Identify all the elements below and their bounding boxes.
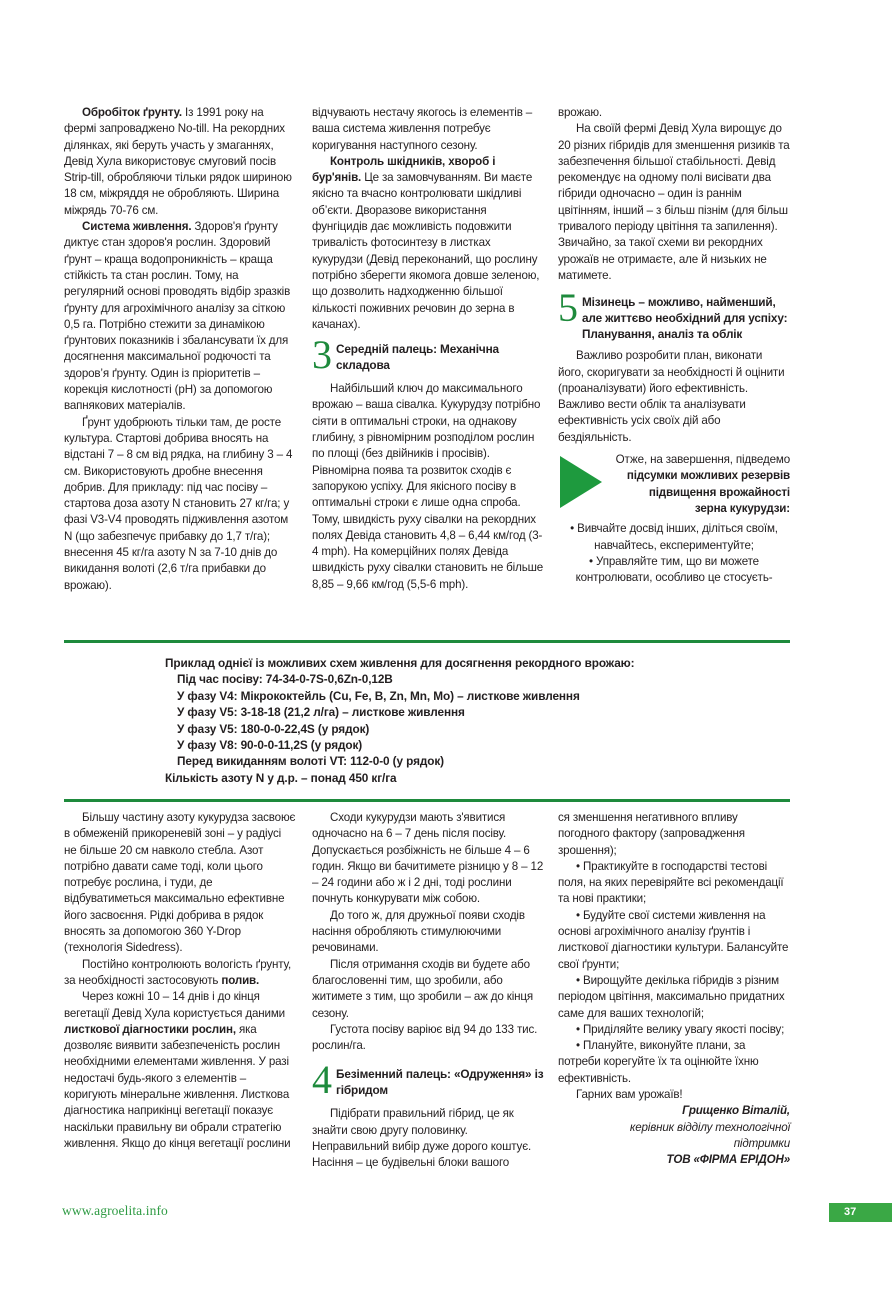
text: Через кожні 10 – 14 днів і до кінця вегетації Девід Хула користується даними xyxy=(64,990,285,1020)
bold-text: листкової діагностики рослин, xyxy=(64,1022,236,1036)
bullet-item: • Приділяйте велику увагу якості посіву; xyxy=(576,1022,785,1036)
section-number: 5 xyxy=(558,285,578,331)
heading-soil-tillage: Обробіток ґрунту. xyxy=(82,106,182,119)
top-column-1 xyxy=(64,105,296,594)
paragraph-planning: Важливо розробити план, виконати його, скоригувати за необхідності й оцінити (проаналізувати) його ефективність. Важливо вести облік та аналізувати ефективність усіх своїх дій або бездіяльність. xyxy=(558,349,785,444)
paragraph-nitrogen: Більшу частину азоту кукурудза засвоює в обмеженій прикореневій зоні – у радіусі не більше 20 см навколо стебла. Азот потрібно давати саме тоді, коли цього потребує рослина, і туди, де відбуватиметься максимально ефективне його засвоєння. Рідкі добрива в рядок вносять за допомогою 360 Y-Drop (технологія Sidedress). xyxy=(64,811,296,955)
section-3-heading xyxy=(312,332,544,378)
author-firm: ТОВ «ФІРМА ЕРІДОН» xyxy=(666,1153,790,1167)
bullet-item: • Управляйте тим, що ви можете контролювати, особливо це стосуєть- xyxy=(575,554,773,585)
box-item: У фазу V8: 90-0-0-11,2S (у рядок) xyxy=(177,738,363,753)
heading-pest-control: Контроль шкідників, хвороб і бур'янів. xyxy=(312,154,496,185)
divider-bottom xyxy=(64,799,790,802)
box-item: Під час посіву: 74-34-0-7S-0,6Zn-0,12B xyxy=(177,672,393,687)
bottom-column-1 xyxy=(64,810,296,1152)
website-link[interactable]: www.agroelita.info xyxy=(62,1203,168,1218)
paragraph-density: Густота посіву варіює від 94 до 133 тис. рослин/га. xyxy=(312,1022,538,1053)
play-arrow-icon xyxy=(560,456,602,508)
author-role: підтримки xyxy=(733,1136,790,1150)
box-total: Кількість азоту N у д.р. – понад 450 кг/га xyxy=(165,770,397,785)
paragraph-after-emergence: Після отримання сходів ви будете або благословенні тим, що зробили, або житимете з тим, що зробили – аж до кінця сезону. xyxy=(312,957,534,1020)
box-item: Перед викиданням волоті VT: 112-0-0 (у рядок) xyxy=(177,754,445,769)
page-number-badge: 37 xyxy=(829,1203,892,1222)
paragraph-planter: Найбільший ключ до максимального врожаю – ваша сівалка. Кукурудзу потрібно сіяти в оптимальні строки, на однакову глибину, з рівномірним розподілом рослин по площі (без двійників і просівів). Рівномірна поява та розвиток сходів є запорукою успіху. Для якісного посіву в оптимальні строки є лише одна спроба. Тому, швидкість руху сівалки на рекордних полях Девіда становить 4,8 – 6,44 км/год (3-4 mph). На комерційних полях Девіда швидкість руху сівалки становить не більше 8,85 – 9,66 км/год (5,5-6 mph). xyxy=(312,382,544,591)
text: Це за замовчуванням. Ви маєте якісно та вчасно контролювати шкідливі об’єкти. Дворазове використання фунгіцидів дає можливість подовжити тривалість фотосинтезу в листках кукурудзи (Девід переконаний, що рослину потрібно зберегти якомога довше зеленою, що дозволить надходженню більшої кількості поживних речовин до зерна в качанах). xyxy=(312,171,540,331)
divider-top xyxy=(64,640,790,643)
section-title: Середній палець: Механічна складова xyxy=(336,342,499,373)
paragraph-pest-control xyxy=(312,154,544,333)
closing-line: Гарних вам урожаїв! xyxy=(576,1088,683,1102)
section-title: Мізинець – можливо, найменший, але життєво необхідний для успіху: Планування, аналіз та облік xyxy=(582,295,788,342)
paragraph-fertilizing: Ґрунт удобрюють тільки там, де росте культура. Стартові добрива вносять на відстані 7 – 8 см від рядка, на глибину 3 – 4 см. Використовують дробне внесення добрив. Для прикладу: під час посіву – стартова доза азоту N становить 27 кг/га; у фазі V3-V4 проводять підживлення азотом N (що забезпечує прибавку до 1,7 т/га); внесення 45 кг/га азоту N за 7-10 днів до викидання волоті (2,6 т/га прибавки до врожаю). xyxy=(64,415,293,592)
bullet-item: • Плануйте, виконуйте плани, за потреби корегуйте їх та оцінюйте їхню ефективність. xyxy=(558,1039,759,1085)
text: Із 1991 року на фермі запроваджено No-till. На рекордних ділянках, які беруть участь у змаганнях, Девід Хула використовує смуговий посів Strip-till, обробляючи тільки рядок шириною 18 см, міжряддя не обробляють. Ширина міжрядь 70-76 см. xyxy=(64,106,292,217)
bullet-item: • Вирощуйте декілька гібридів з різним періодом цвітіння, максимально придатних саме для ваших технологій; xyxy=(558,973,785,1020)
bottom-column-2 xyxy=(312,810,544,1172)
summary-bold: підсумки можливих резервів підвищення врожайності зерна кукурудзи: xyxy=(626,469,790,515)
section-5-heading xyxy=(558,285,790,342)
heading-nutrition-system: Система живлення. xyxy=(82,220,192,234)
box-title: Приклад однієї із можливих схем живлення для досягнення рекордного врожаю: xyxy=(165,656,635,670)
bottom-column-3 xyxy=(558,810,790,1169)
author-name: Грищенко Віталій, xyxy=(682,1104,790,1118)
paragraph-continuation: врожаю. xyxy=(558,106,602,119)
paragraph-stimulants: До того ж, для дружньої появи сходів насіння обробляють стимулюючими речовинами. xyxy=(312,908,525,955)
summary-text: Отже, на завершення, підведемо xyxy=(615,453,790,467)
top-column-2 xyxy=(312,105,544,593)
paragraph-nutrition-system xyxy=(64,219,296,415)
author-role: керівник відділу технологічної xyxy=(629,1120,790,1134)
box-item: У фазу V4: Мікрококтейль (Cu, Fe, B, Zn, Mn, Mo) – листкове живлення xyxy=(177,688,580,703)
section-4-heading xyxy=(312,1057,544,1103)
text: яка дозволяє виявити забезпеченість рослин необхідними елементами живлення. У разі недостачі будь-якого з елементів – коригують мінеральне живлення. Листкова діагностика наприкінці вегетації показує наскільки правильну ви обрали стратегію живлення. Якщо до кінця вегетації рослини xyxy=(64,1022,291,1150)
paragraph-continuation: ся зменшення негативного впливу погодного фактору (запровадження зрошення); xyxy=(558,811,745,857)
section-number: 3 xyxy=(312,332,332,378)
summary-block xyxy=(558,452,790,517)
paragraph-hybrids: На своїй фермі Девід Хула вирощує до 20 різних гібридів для зменшення ризиків та забезпечення більшої стабільності. Девід рекомендує на одному полі висівати два гібриди одночасно – один із раннім цвітінням, інший – з більш пізнім (для більш тривалого періоду цвітіння та запилення). Звичайно, за такої схеми ви рекордних урожаїв не отримаєте, але й низьких не матимете. xyxy=(558,122,790,282)
bullet-item: • Вивчайте досвід інших, діліться своїм, навчайтесь, експериментуйте; xyxy=(570,522,778,552)
box-item: У фазу V5: 180-0-0-22,4S (у рядок) xyxy=(177,721,370,736)
text: Здоров'я ґрунту диктує стан здоров'я рослин. Здоровий ґрунт – краща водопроникність – краща стійкість та стан рослин. Тому, на регулярний основі проводять відбір зразків ґрунту для агрохімічного аналізу за сіткою 0,5 га. Потрібно стежити за динамікою ґрунтових показників і збалансувати їх для досягнення максимальної родючості та здоров’я ґрунту. Один із пріоритетів – корекція кислотності (pH) за допомогою вапнякових матеріалів. xyxy=(64,220,291,413)
paragraph-emergence: Сходи кукурудзи мають з'явитися одночасно на 6 – 7 день після посіву. Допускається розбіжність не більше 4 – 6 годин. Якщо ви бачитимете різницю у 8 – 12 – 24 години або ж і 2 дні, тоді рослини почнуть конкурувати між собою. xyxy=(312,811,544,906)
bullet-item: • Практикуйте в господарстві тестові поля, на яких перевіряйте всі рекомендації та нові практики; xyxy=(558,859,784,906)
paragraph-irrigation xyxy=(64,957,296,990)
text: Постійно контролюють вологість ґрунту, за необхідності застосовують xyxy=(64,957,292,987)
paragraph-leaf-diagnostics xyxy=(64,989,296,1152)
top-column-3 xyxy=(558,105,790,586)
section-number: 4 xyxy=(312,1057,332,1103)
paragraph-continuation: відчувають нестачу якогось із елементів – ваша система живлення потребує коригування наступного сезону. xyxy=(312,106,533,152)
box-item: У фазу V5: 3-18-18 (21,2 л/га) – листкове живлення xyxy=(177,705,465,720)
paragraph-hybrid-choice: Підібрати правильний гібрид, це як знайти свою другу половинку. Неправильний вибір дуже дорого коштує. Насіння – це будівельні блоки вашого xyxy=(312,1107,532,1170)
section-title: Безіменний палець: «Одруження» із гібридом xyxy=(336,1067,544,1098)
nutrition-scheme-box xyxy=(165,655,634,786)
bullet-item: • Будуйте свої системи живлення на основі агрохімічного аналізу ґрунтів і листкової діагностики культури. Балансуйте свої ґрунти; xyxy=(558,908,789,971)
paragraph-soil-tillage xyxy=(64,105,296,219)
bold-text: полив. xyxy=(221,973,260,987)
